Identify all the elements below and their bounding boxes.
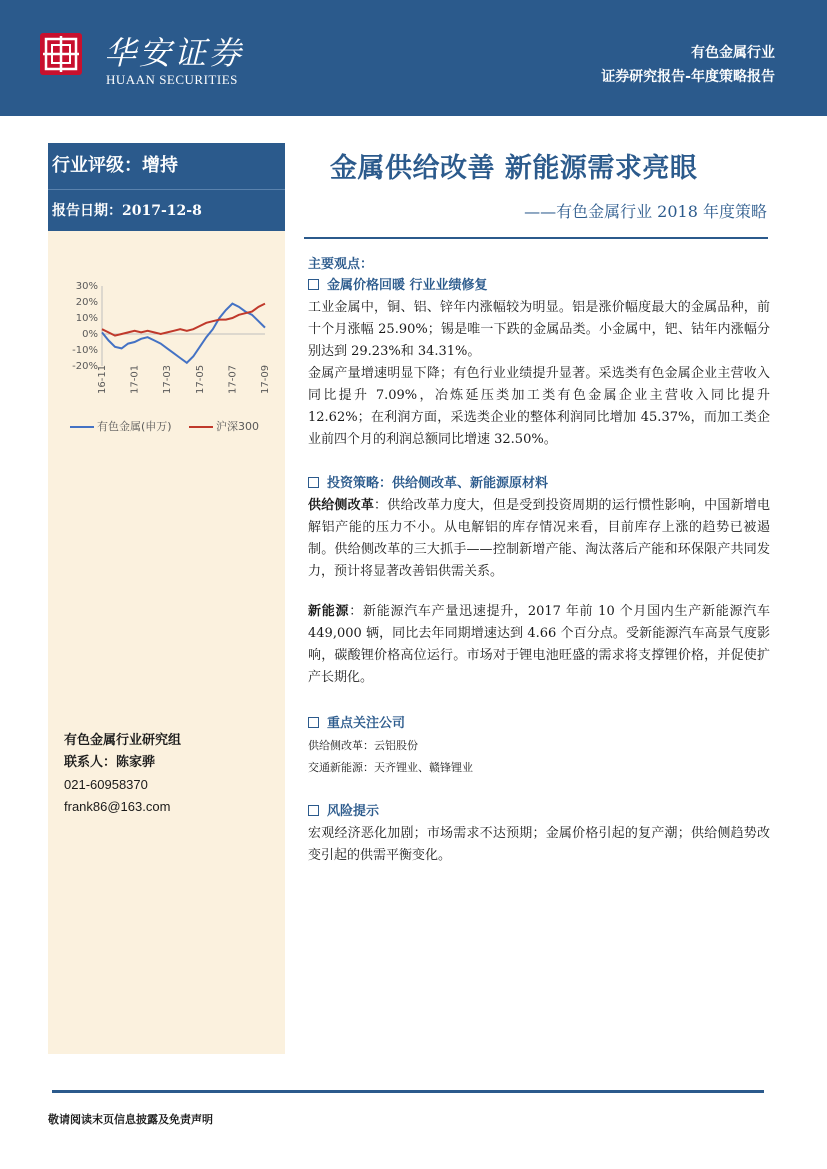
contact-block bbox=[64, 730, 181, 818]
new-energy-lead: 新能源 bbox=[308, 604, 350, 619]
paragraph-new-energy bbox=[308, 601, 770, 689]
footer-divider bbox=[52, 1090, 764, 1093]
key-points-label: 主要观点： bbox=[308, 257, 374, 272]
footer-disclaimer[interactable]: 敬请阅读末页信息披露及免责声明 bbox=[48, 1113, 213, 1126]
sidebar bbox=[48, 143, 285, 1054]
y-tick-label: 10% bbox=[75, 313, 98, 324]
header-report-type: 证券研究报告-年度策略报告 bbox=[601, 69, 775, 85]
section-head-strategy bbox=[308, 473, 770, 495]
company-line-supply: 供给侧改革：云铝股份 bbox=[308, 739, 418, 752]
paragraph-supply-reform bbox=[308, 495, 770, 583]
new-energy-text: ：新能源汽车产量迅速提升，2017 年前 10 个月国内生产新能源汽车 449,000 辆，同比去年同期增速达到 4.66 个百分点。受新能源汽车高景气度影响，碳酸锂价格高位运行。市场对于锂电池旺盛的需求将支撑锂价格，并促使扩产长期化。 bbox=[308, 604, 770, 685]
report-date-value: 2017-12-8 bbox=[122, 203, 202, 219]
report-date bbox=[48, 189, 285, 231]
contact-person bbox=[64, 752, 181, 774]
x-tick-label: 16-11 bbox=[97, 364, 108, 394]
company-line-energy: 交通新能源：天齐锂业、赣锋锂业 bbox=[308, 761, 473, 774]
performance-chart-svg bbox=[70, 278, 270, 438]
main-content bbox=[308, 255, 770, 867]
paragraph-earnings: 金属产量增速明显下降；有色行业业绩提升显著。采选类有色金属企业主营收入同比提升 7.09%，冶炼延压类加工类有色金属企业主营收入同比提升 12.62%；在利润方面，采选类企业的整体利润同比增加 45.37%，而加工类企业前四个月的利润总额同比增速 32.50%。 bbox=[308, 366, 770, 447]
page-header bbox=[0, 0, 827, 116]
section-head-strategy-text: 投资策略：供给侧改革、新能源原材料 bbox=[327, 476, 549, 491]
logo-chinese-name: 华安证券 bbox=[104, 34, 245, 72]
performance-chart bbox=[70, 278, 270, 438]
x-tick-label: 17-09 bbox=[260, 364, 270, 394]
legend-swatch-blue bbox=[70, 426, 94, 428]
supply-reform-lead: 供给侧改革 bbox=[308, 498, 375, 513]
huaan-logo-icon bbox=[40, 33, 82, 75]
section-head-prices bbox=[308, 275, 770, 297]
section-head-risks bbox=[308, 801, 770, 823]
legend-swatch-red bbox=[189, 426, 213, 428]
checkbox-bullet-icon bbox=[308, 279, 319, 290]
y-tick-label: 20% bbox=[75, 297, 98, 308]
section-head-prices-text: 金属价格回暖 行业业绩修复 bbox=[327, 278, 488, 293]
x-tick-label: 17-07 bbox=[227, 364, 239, 394]
paragraph-metals: 工业金属中，铜、铝、锌年内涨幅较为明显。铝是涨价幅度最大的金属品种，前十个月涨幅 25.90%；锡是唯一下跌的金属品类。小金属中，钯、钴年内涨幅分别达到 29.23%和 34.31%。 bbox=[308, 300, 770, 359]
industry-rating: 行业评级：增持 bbox=[48, 143, 285, 189]
checkbox-bullet-icon bbox=[308, 477, 319, 488]
section-head-risks-text: 风险提示 bbox=[327, 804, 380, 819]
y-tick-label: -20% bbox=[72, 361, 98, 372]
paragraph-risks: 宏观经济恶化加剧；市场需求不达预期；金属价格引起的复产潮；供给侧趋势改变引起的供需平衡变化。 bbox=[308, 826, 770, 863]
y-tick-label: -10% bbox=[72, 345, 98, 356]
y-tick-label: 30% bbox=[75, 281, 98, 292]
header-industry: 有色金属行业 bbox=[691, 45, 775, 61]
x-tick-label: 17-05 bbox=[194, 364, 206, 394]
section-head-companies bbox=[308, 713, 770, 735]
x-tick-label: 17-03 bbox=[162, 364, 174, 394]
supply-reform-text: ：供给改革力度大，但是受到投资周期的运行惯性影响，中国新增电解铝产能的压力不小。从电解铝的库存情况来看，目前库存上涨的趋势已被遏制。供给侧改革的三大抓手——控制新增产能、淘汰落后产能和环保限产共同发力，预计将显著改善铝供需关系。 bbox=[308, 498, 770, 579]
y-tick-label: 0% bbox=[82, 329, 98, 340]
report-date-label: 报告日期： bbox=[52, 203, 122, 219]
x-tick-label: 17-01 bbox=[129, 364, 141, 394]
report-title: 金属供给改善 新能源需求亮眼 bbox=[330, 153, 698, 184]
logo-english-name: HUAAN SECURITIES bbox=[106, 72, 238, 87]
contact-name: 陈家骅 bbox=[116, 755, 156, 770]
legend-item-csi300 bbox=[189, 418, 259, 434]
contact-phone: 021-60958370 bbox=[64, 777, 148, 792]
report-subtitle: ——有色金属行业 2018 年度策略 bbox=[524, 202, 767, 221]
contact-label: 联系人： bbox=[64, 755, 117, 770]
title-divider bbox=[304, 237, 768, 239]
legend-item-metals bbox=[70, 418, 172, 434]
chart-legend bbox=[70, 418, 280, 438]
contact-email[interactable]: frank86@163.com bbox=[64, 799, 171, 814]
legend-label-metals: 有色金属(申万) bbox=[97, 420, 172, 433]
legend-label-csi300: 沪深300 bbox=[216, 420, 259, 433]
checkbox-bullet-icon bbox=[308, 717, 319, 728]
section-head-companies-text: 重点关注公司 bbox=[327, 716, 406, 731]
research-team: 有色金属行业研究组 bbox=[64, 733, 182, 748]
checkbox-bullet-icon bbox=[308, 805, 319, 816]
